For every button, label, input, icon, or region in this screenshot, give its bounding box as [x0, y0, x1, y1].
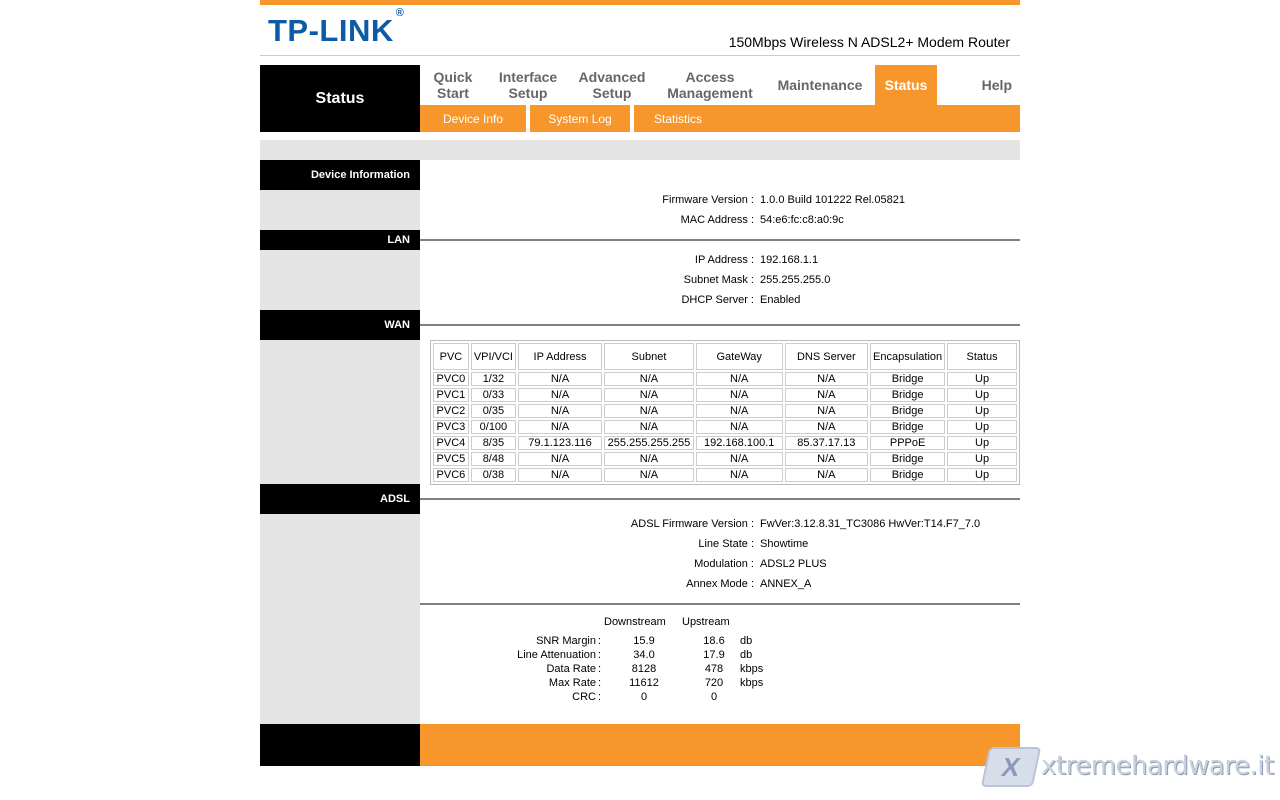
main-nav [420, 65, 1020, 105]
line-state-value: Showtime [760, 538, 809, 550]
col-gateway: GateWay [696, 343, 783, 370]
lan-ip-row [420, 250, 1020, 270]
cell-gateway: N/A [696, 372, 783, 386]
cell-pvc: PVC0 [433, 372, 469, 386]
cell-encapsulation: Bridge [870, 468, 945, 482]
stat-downstream: 34.0 [633, 649, 655, 661]
cell-dns-server: N/A [785, 404, 869, 418]
cell-dns-server: 85.37.17.13 [785, 436, 869, 450]
section-divider [420, 239, 1020, 241]
section-lan: LAN [260, 230, 420, 250]
tab-quick-start[interactable]: Quick Start [433, 69, 473, 101]
cell-pvc: PVC6 [433, 468, 469, 482]
cell-gateway: N/A [696, 404, 783, 418]
cell-ip-address: 79.1.123.116 [518, 436, 602, 450]
top-accent-bar [260, 0, 1020, 5]
lan-ip-label: IP Address : [694, 254, 754, 266]
header-divider [260, 55, 1020, 56]
cell-subnet: N/A [604, 404, 694, 418]
cell-subnet: 255.255.255.255 [604, 436, 694, 450]
cell-gateway: N/A [696, 420, 783, 434]
table-row [433, 372, 1017, 386]
modulation-label: Modulation : [694, 558, 754, 570]
cell-dns-server: N/A [785, 388, 869, 402]
lan-ip-value: 192.168.1.1 [760, 254, 819, 266]
cell-status: Up [947, 468, 1017, 482]
cell-ip-address: N/A [518, 388, 602, 402]
cell-pvc: PVC3 [433, 420, 469, 434]
cell-encapsulation: Bridge [870, 404, 945, 418]
col-encapsulation: Encapsulation [870, 343, 945, 370]
page-title: Status [260, 65, 420, 132]
stat-unit: kbps [740, 677, 764, 689]
cell-subnet: N/A [604, 372, 694, 386]
cell-status: Up [947, 404, 1017, 418]
subtab-device-info[interactable]: Device Info [442, 111, 504, 126]
col-subnet: Subnet [604, 343, 694, 370]
table-row [433, 452, 1017, 466]
cell-encapsulation: Bridge [870, 420, 945, 434]
modulation-value: ADSL2 PLUS [760, 558, 827, 570]
cell-dns-server: N/A [785, 452, 869, 466]
cell-status: Up [947, 436, 1017, 450]
cell-encapsulation: Bridge [870, 452, 945, 466]
stat-downstream: 11612 [629, 677, 659, 689]
downstream-header: Downstream [604, 616, 666, 628]
stat-upstream: 478 [704, 663, 724, 675]
watermark-badge-icon: X [981, 747, 1042, 787]
lan-mask-value: 255.255.255.0 [760, 274, 831, 286]
cell-pvc: PVC2 [433, 404, 469, 418]
stats-row [420, 634, 1020, 648]
stat-upstream: 17.9 [703, 649, 725, 661]
stat-colon: : [598, 691, 602, 703]
cell-vpi-vci: 1/32 [471, 372, 516, 386]
cell-encapsulation: Bridge [870, 372, 945, 386]
col-dns-server: DNS Server [785, 343, 869, 370]
section-device-information: Device Information [260, 160, 420, 190]
stats-row [420, 662, 1020, 676]
tp-link-logo: TP-LINK® [268, 6, 405, 48]
cell-ip-address: N/A [518, 404, 602, 418]
cell-ip-address: N/A [518, 452, 602, 466]
adsl-fw-row [420, 514, 1020, 534]
cell-dns-server: N/A [785, 420, 869, 434]
cell-gateway: N/A [696, 468, 783, 482]
cell-ip-address: N/A [518, 468, 602, 482]
stat-label: CRC [572, 691, 596, 703]
section-adsl: ADSL [260, 484, 420, 514]
cell-vpi-vci: 8/48 [471, 452, 516, 466]
model-name: 150Mbps Wireless N ADSL2+ Modem Router [728, 34, 1010, 50]
stat-unit: kbps [740, 663, 764, 675]
cell-dns-server: N/A [785, 468, 869, 482]
stat-upstream: 18.6 [703, 635, 725, 647]
cell-gateway: N/A [696, 452, 783, 466]
section-divider [420, 498, 1020, 500]
stat-label: SNR Margin [536, 635, 596, 647]
stat-colon: : [598, 677, 602, 689]
mac-label: MAC Address : [680, 214, 754, 226]
modulation-row [420, 554, 1020, 574]
cell-vpi-vci: 0/35 [471, 404, 516, 418]
cell-pvc: PVC1 [433, 388, 469, 402]
adsl-fw-label: ADSL Firmware Version : [630, 518, 754, 530]
mac-row [420, 210, 1020, 230]
table-row [433, 388, 1017, 402]
section-wan: WAN [260, 310, 420, 340]
wan-table-body [433, 372, 1017, 482]
stat-colon: : [598, 635, 602, 647]
cell-gateway: N/A [696, 388, 783, 402]
cell-pvc: PVC4 [433, 436, 469, 450]
table-row [433, 436, 1017, 450]
stats-row [420, 690, 1020, 704]
cell-subnet: N/A [604, 388, 694, 402]
cell-status: Up [947, 420, 1017, 434]
lan-mask-label: Subnet Mask : [683, 274, 754, 286]
stat-unit: db [740, 649, 753, 661]
wan-table [430, 340, 1020, 485]
cell-dns-server: N/A [785, 372, 869, 386]
cell-ip-address: N/A [518, 372, 602, 386]
cell-gateway: 192.168.100.1 [696, 436, 783, 450]
tab-help[interactable]: Help [981, 77, 1012, 93]
cell-pvc: PVC5 [433, 452, 469, 466]
firmware-value: 1.0.0 Build 101222 Rel.05821 [760, 194, 905, 206]
stat-downstream: 0 [640, 691, 648, 703]
subtab-system-log[interactable]: System Log [548, 111, 612, 126]
stat-upstream: 0 [710, 691, 718, 703]
stat-downstream: 15.9 [633, 635, 655, 647]
tab-maintenance[interactable]: Maintenance [777, 77, 863, 93]
stat-downstream: 8128 [631, 663, 657, 675]
tab-interface-setup[interactable]: Interface Setup [498, 69, 558, 101]
col-vpi-vci: VPI/VCI [471, 343, 516, 370]
line-state-label: Line State : [698, 538, 754, 550]
cell-vpi-vci: 8/35 [471, 436, 516, 450]
stat-unit: db [740, 635, 753, 647]
stat-colon: : [598, 663, 602, 675]
lan-dhcp-label: DHCP Server : [681, 294, 754, 306]
annex-label: Annex Mode : [686, 578, 754, 590]
line-state-row [420, 534, 1020, 554]
stat-label: Data Rate [546, 663, 596, 675]
cell-ip-address: N/A [518, 420, 602, 434]
cell-subnet: N/A [604, 468, 694, 482]
content-top-bar [260, 140, 1020, 160]
tab-advanced-setup[interactable]: Advanced Setup [578, 69, 646, 101]
cell-vpi-vci: 0/38 [471, 468, 516, 482]
stat-upstream: 720 [704, 677, 724, 689]
sub-nav [420, 105, 1020, 132]
cell-status: Up [947, 388, 1017, 402]
wan-table-header [433, 343, 1017, 370]
footer-bar [420, 724, 1020, 766]
lan-mask-row [420, 270, 1020, 290]
upstream-header: Upstream [682, 616, 730, 628]
adsl-fw-value: FwVer:3.12.8.31_TC3086 HwVer:T14.F7_7.0 [760, 518, 981, 530]
stat-label: Line Attenuation [517, 649, 596, 661]
tab-access-management[interactable]: Access Management [667, 69, 753, 101]
section-divider [420, 603, 1020, 605]
cell-subnet: N/A [604, 452, 694, 466]
firmware-label: Firmware Version : [662, 194, 754, 206]
col-status: Status [947, 343, 1017, 370]
cell-subnet: N/A [604, 420, 694, 434]
annex-value: ANNEX_A [760, 578, 812, 590]
stats-row [420, 648, 1020, 662]
cell-status: Up [947, 452, 1017, 466]
cell-encapsulation: PPPoE [870, 436, 945, 450]
firmware-row [420, 190, 1020, 210]
router-page [260, 0, 1020, 766]
col-ip-address: IP Address [518, 343, 602, 370]
cell-status: Up [947, 372, 1017, 386]
lan-dhcp-row [420, 290, 1020, 310]
stat-label: Max Rate [548, 677, 596, 689]
cell-encapsulation: Bridge [870, 388, 945, 402]
section-divider [420, 324, 1020, 326]
lan-dhcp-value: Enabled [760, 294, 801, 306]
annex-row [420, 574, 1020, 594]
stat-colon: : [598, 649, 602, 661]
col-pvc: PVC [433, 343, 469, 370]
watermark [985, 745, 1275, 790]
cell-vpi-vci: 0/33 [471, 388, 516, 402]
stats-row [420, 676, 1020, 690]
watermark-text: xtremehardware.it [1041, 751, 1274, 781]
cell-vpi-vci: 0/100 [471, 420, 516, 434]
table-row [433, 420, 1017, 434]
mac-value: 54:e6:fc:c8:a0:9c [760, 214, 844, 226]
tab-status[interactable]: Status [875, 65, 937, 105]
subtab-statistics[interactable]: Statistics [653, 111, 702, 126]
table-row [433, 404, 1017, 418]
footer-left [260, 724, 420, 766]
table-row [433, 468, 1017, 482]
